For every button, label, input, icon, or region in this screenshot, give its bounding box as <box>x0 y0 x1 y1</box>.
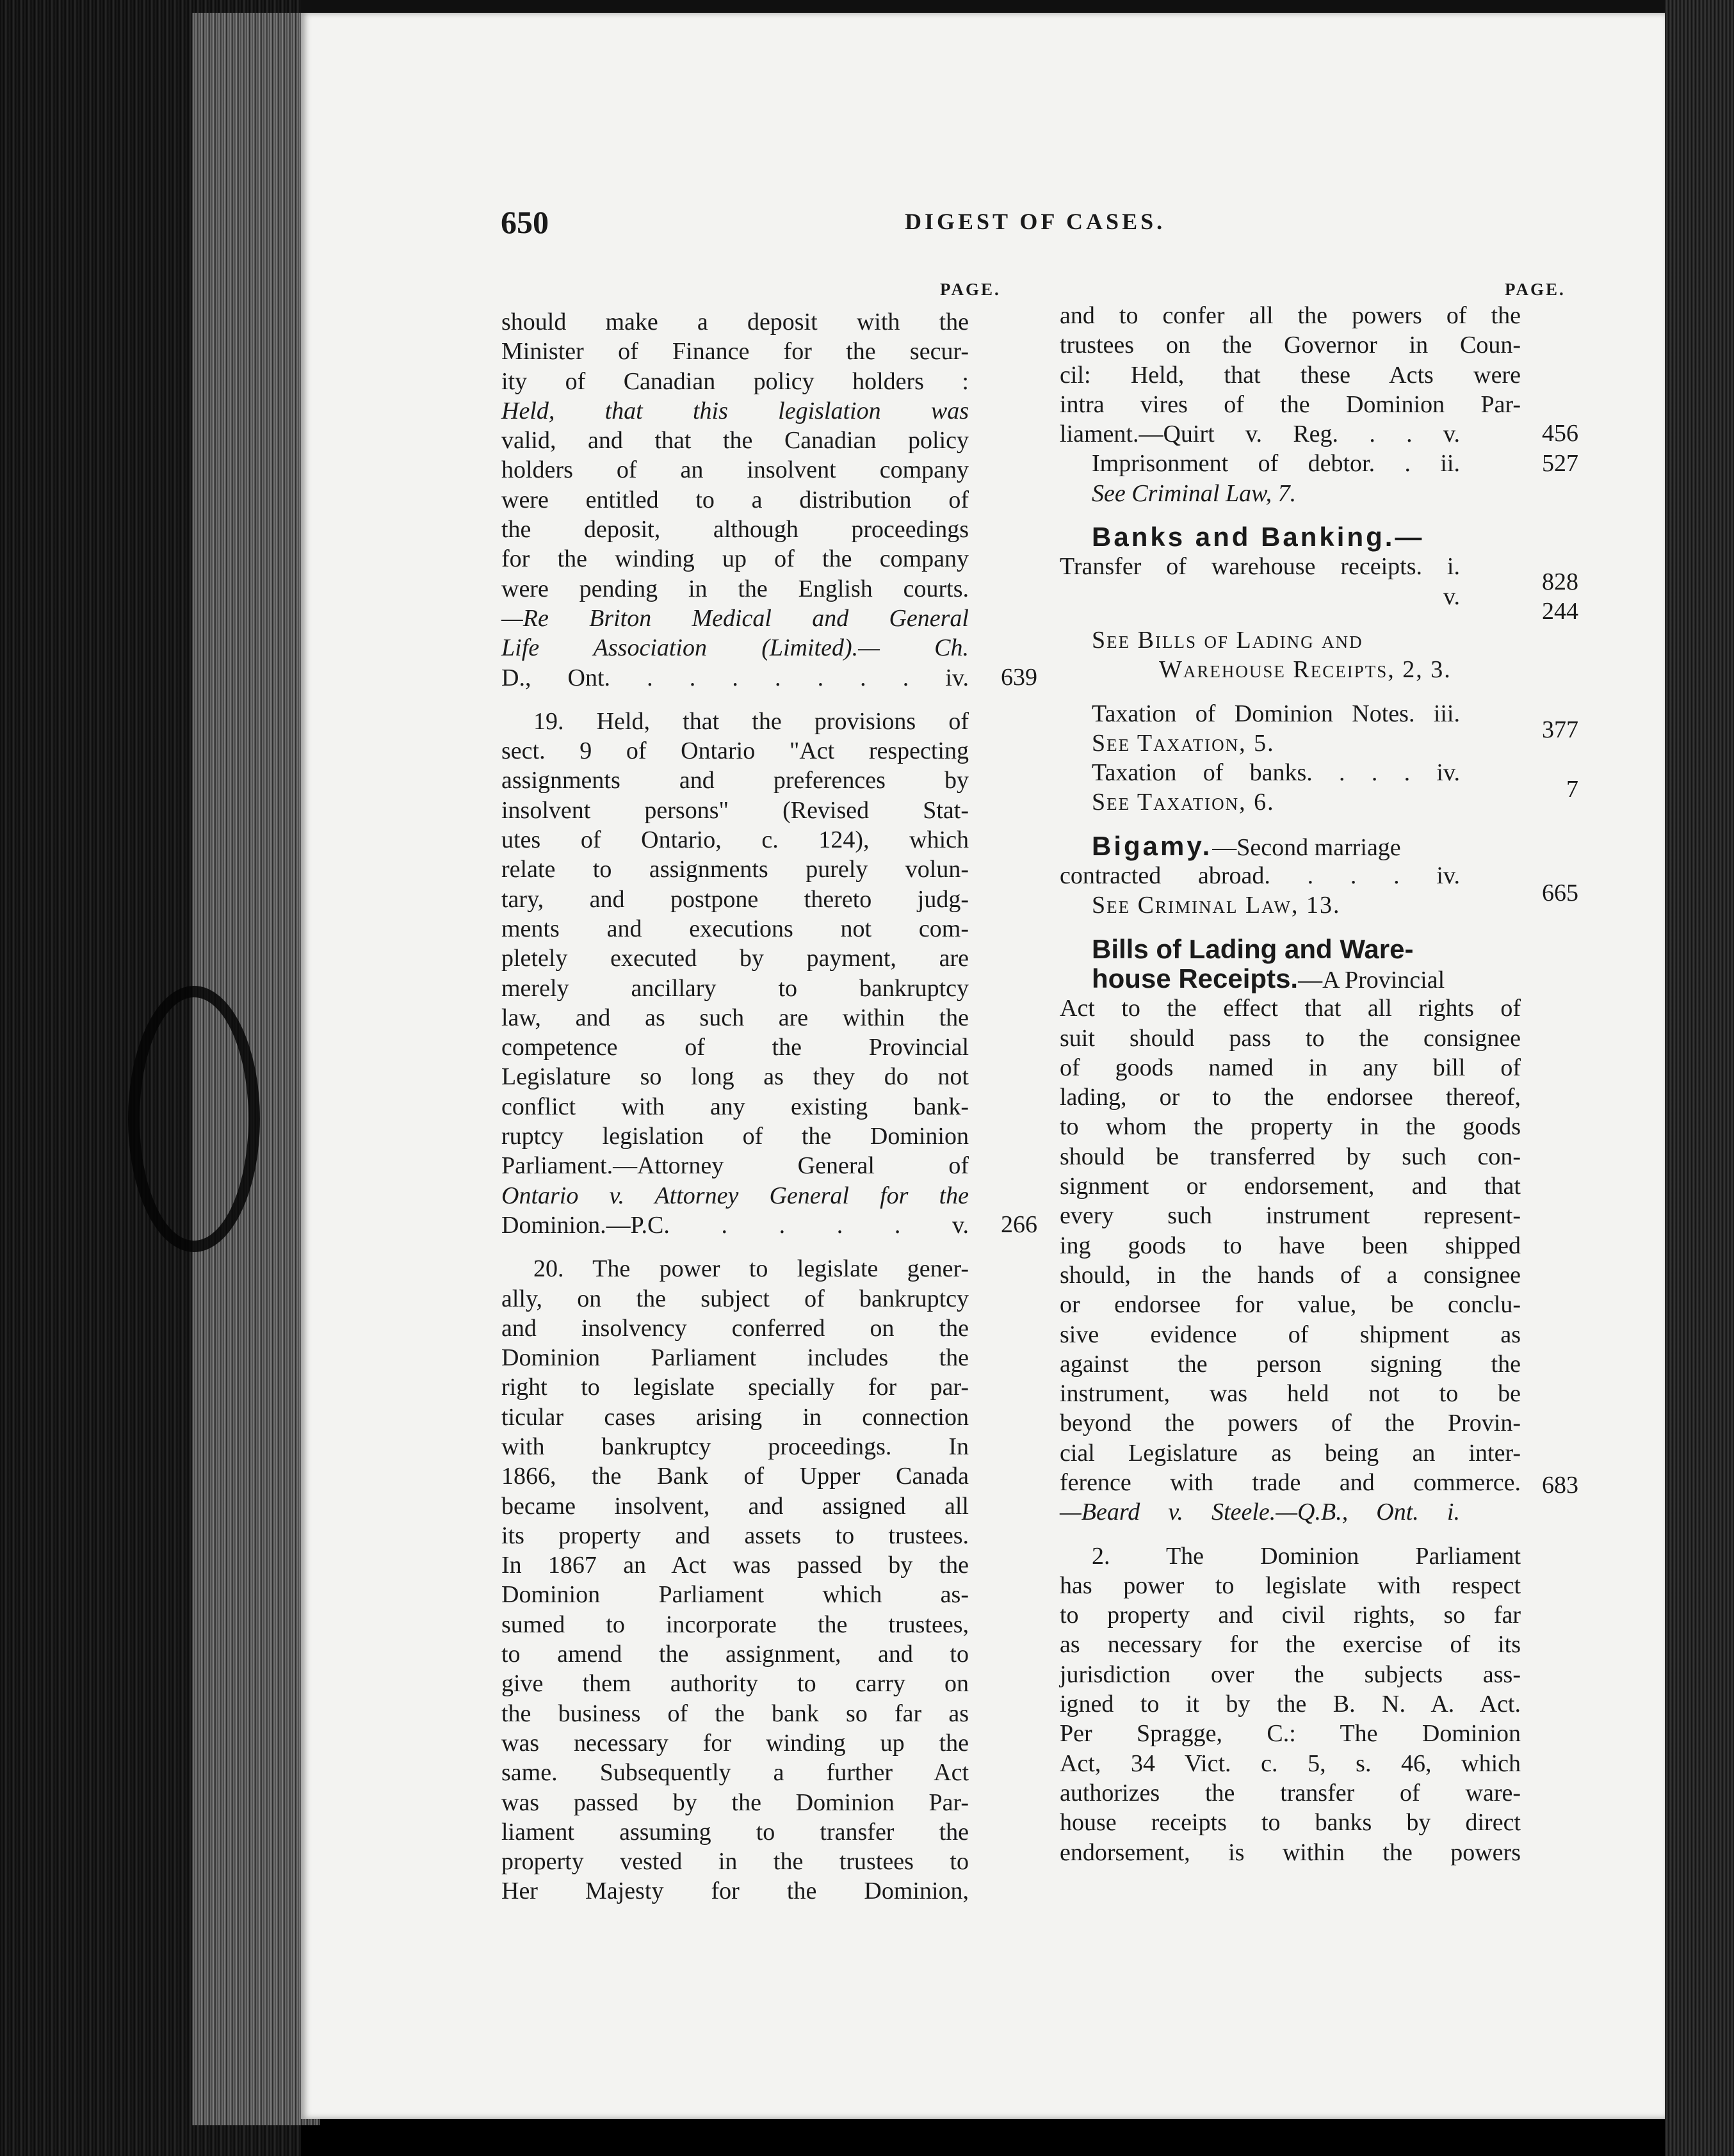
text-line: instrument, was held not to be <box>1060 1380 1521 1408</box>
text-line: with bankruptcy proceedings. In <box>501 1433 969 1460</box>
text-line: cil: Held, that these Acts were <box>1060 361 1521 389</box>
text-line: ticular cases arising in connection <box>501 1403 969 1431</box>
case-citation: liament.—Quirt v. Reg. . . v. <box>1060 421 1460 448</box>
text-line: law, and as such are within the <box>501 1004 969 1031</box>
page-ref-244: 244 <box>1542 598 1578 625</box>
text-line: and insolvency conferred on the <box>501 1314 969 1342</box>
heading-banks-and-banking: Banks and Banking.— <box>1092 522 1425 552</box>
text-line: sect. 9 of Ontario "Act respecting <box>501 737 969 765</box>
text-line: to whom the property in the goods <box>1060 1113 1521 1141</box>
page-ref-377: 377 <box>1542 716 1578 743</box>
case-citation: —Re Briton Medical and General <box>501 604 969 632</box>
text-line: valid, and that the Canadian policy <box>501 427 969 455</box>
entry-taxation-banks: Taxation of banks. . . . iv. <box>1092 759 1460 787</box>
text-line: ally, on the subject of bankruptcy <box>501 1285 969 1312</box>
text-line: the deposit, although proceedings <box>501 516 969 543</box>
text-line: Act to the effect that all rights of <box>1060 995 1521 1022</box>
text-line: In 1867 an Act was passed by the <box>501 1552 969 1579</box>
bigamy-text: —Second marriage <box>1212 833 1401 861</box>
text-line: to property and civil rights, so far <box>1060 1602 1521 1629</box>
text-line: jurisdiction over the subjects ass- <box>1060 1661 1521 1688</box>
citation-court: Dominion.—P.C. . . . . v. <box>501 1211 969 1239</box>
entry-bigamy: contracted abroad. . . . iv. <box>1060 862 1460 890</box>
text-line: Her Majesty for the Dominion, <box>501 1878 969 1905</box>
text-line: trustees on the Governor in Coun- <box>1060 332 1521 359</box>
bills-text: —A Provincial <box>1298 966 1445 994</box>
text-line: should, in the hands of a consignee <box>1060 1261 1521 1289</box>
text-line: holders of an insolvent company <box>501 456 969 484</box>
text-line: right to legislate specially for par- <box>501 1374 969 1401</box>
case-citation: Ontario v. Attorney General for the <box>501 1182 969 1209</box>
page-column-label-right: PAGE. <box>1505 280 1566 299</box>
text-line: relate to assignments purely volun- <box>501 856 969 883</box>
text-line: igned to it by the B. N. A. Act. <box>1060 1691 1521 1718</box>
page-ref-527: 527 <box>1542 450 1578 477</box>
heading-bills-of-lading-cont: house Receipts. <box>1092 963 1299 994</box>
text-line: its property and assets to trustees. <box>501 1522 969 1549</box>
text-line: were pending in the English courts. <box>501 575 969 602</box>
text-line: tary, and postpone thereto judg- <box>501 885 969 913</box>
text-line: became insolvent, and assigned all <box>501 1492 969 1520</box>
see-reference: See Taxation, 5. <box>1092 729 1275 757</box>
heading-bigamy: Bigamy. <box>1092 830 1213 861</box>
page-ref-665: 665 <box>1542 880 1578 906</box>
text-line: pletely executed by payment, are <box>501 945 969 972</box>
text-line: signment or endorsement, and that <box>1060 1173 1521 1200</box>
page-ref-456: 456 <box>1542 420 1578 447</box>
text-line: Held, that this legislation was <box>501 397 969 424</box>
text-line: were entitled to a distribution of <box>501 486 969 513</box>
text-line: Per Spragge, C.: The Dominion <box>1060 1720 1521 1748</box>
running-head: DIGEST OF CASES. <box>905 209 1166 234</box>
text-line: beyond the powers of the Provin- <box>1060 1410 1521 1437</box>
text-line: Minister of Finance for the secur- <box>501 338 969 366</box>
text-line: sive evidence of shipment as <box>1060 1321 1521 1348</box>
text-line: every such instrument represent- <box>1060 1202 1521 1230</box>
page-number: 650 <box>501 204 549 240</box>
citation-court: D., Ont. . . . . . . . iv. <box>501 664 969 691</box>
text-line: competence of the Provincial <box>501 1034 969 1061</box>
text-line: ference with trade and commerce. <box>1060 1468 1521 1496</box>
text-line: 1866, the Bank of Upper Canada <box>501 1463 969 1490</box>
paragraph-19-start: 19. Held, that the provisions of <box>533 707 969 735</box>
text-line: Legislature so long as they do not <box>501 1063 969 1091</box>
page-ref-266: 266 <box>1001 1211 1037 1238</box>
library-stamp <box>128 986 260 1252</box>
text-line: authorizes the transfer of ware- <box>1060 1779 1521 1806</box>
text-line: Dominion Parliament includes the <box>501 1344 969 1372</box>
page-ref-683: 683 <box>1542 1472 1578 1499</box>
text-line: ments and executions not com- <box>501 915 969 942</box>
text-line: to amend the assignment, and to <box>501 1641 969 1668</box>
page-ref-828: 828 <box>1542 568 1578 595</box>
page-ref-7: 7 <box>1566 776 1578 803</box>
see-reference: See Criminal Law, 7. <box>1092 479 1297 507</box>
text-line: the business of the bank so far as <box>501 1700 969 1727</box>
entry-imprisonment: Imprisonment of debtor. . ii. <box>1092 450 1460 478</box>
page-ref-639: 639 <box>1001 664 1037 691</box>
text-line: house receipts to banks by direct <box>1060 1809 1521 1837</box>
text-line: insolvent persons" (Revised Stat- <box>501 796 969 824</box>
text-line: merely ancillary to bankruptcy <box>501 974 969 1002</box>
text-line: property vested in the trustees to <box>501 1848 969 1876</box>
text-line: Dominion Parliament which as- <box>501 1581 969 1609</box>
left-column <box>501 307 969 1906</box>
entry-transfer-warehouse-receipts: Transfer of warehouse receipts. i. <box>1060 553 1460 581</box>
text-line: liament assuming to transfer the <box>501 1818 969 1846</box>
text-line: of goods named in any bill of <box>1060 1054 1521 1081</box>
text-line: utes of Ontario, c. 124), which <box>501 826 969 854</box>
see-reference: See Taxation, 6. <box>1092 789 1275 816</box>
see-reference-cont: Warehouse Receipts, 2, 3. <box>1159 656 1452 684</box>
text-line: should make a deposit with the <box>501 309 969 335</box>
text-line: and to confer all the powers of the <box>1060 302 1521 329</box>
text-line: intra vires of the Dominion Par- <box>1060 390 1521 418</box>
entry-volume: v. <box>1443 583 1460 610</box>
text-line: suit should pass to the consignee <box>1060 1024 1521 1052</box>
text-line: has power to legislate with respect <box>1060 1572 1521 1599</box>
paragraph-2-start: 2. The Dominion Parliament <box>1092 1542 1521 1570</box>
case-citation: —Beard v. Steele.—Q.B., Ont. i. <box>1060 1499 1460 1526</box>
text-line: cial Legislature as being an inter- <box>1060 1439 1521 1467</box>
case-citation: Life Association (Limited).— Ch. <box>501 634 969 662</box>
text-line: lading, or to the endorsee thereof, <box>1060 1084 1521 1111</box>
text-line: sumed to incorporate the trustees, <box>501 1611 969 1638</box>
text-line: was passed by the Dominion Par- <box>501 1789 969 1816</box>
text-line: as necessary for the exercise of its <box>1060 1631 1521 1659</box>
heading-bills-of-lading: Bills of Lading and Ware- <box>1092 933 1414 964</box>
text-line: for the winding up of the company <box>501 545 969 573</box>
entry-taxation-notes: Taxation of Dominion Notes. iii. <box>1092 700 1460 727</box>
text-line: against the person signing the <box>1060 1350 1521 1378</box>
paragraph-20-start: 20. The power to legislate gener- <box>533 1255 969 1283</box>
text-line: or endorsee for value, be conclu- <box>1060 1291 1521 1319</box>
text-line: ity of Canadian policy holders : <box>501 367 969 395</box>
see-reference: See Bills of Lading and <box>1092 626 1363 654</box>
text-line: Act, 34 Vict. c. 5, s. 46, which <box>1060 1750 1521 1777</box>
text-line: conflict with any existing bank- <box>501 1093 969 1120</box>
text-line: ruptcy legislation of the Dominion <box>501 1123 969 1150</box>
text-line: give them authority to carry on <box>501 1670 969 1698</box>
case-citation: Parliament.—Attorney General of <box>501 1152 969 1180</box>
text-line: endorsement, is within the powers <box>1060 1838 1521 1866</box>
right-column <box>1060 301 1521 1867</box>
text-line: was necessary for winding up the <box>501 1729 969 1757</box>
right-border <box>1665 0 1734 2156</box>
text-line: should be transferred by such con- <box>1060 1143 1521 1170</box>
text-line: same. Subsequently a further Act <box>501 1759 969 1787</box>
page-column-label-left: PAGE. <box>940 280 1001 299</box>
text-line: assignments and preferences by <box>501 767 969 794</box>
see-reference: See Criminal Law, 13. <box>1092 892 1341 919</box>
text-line: ing goods to have been shipped <box>1060 1232 1521 1259</box>
